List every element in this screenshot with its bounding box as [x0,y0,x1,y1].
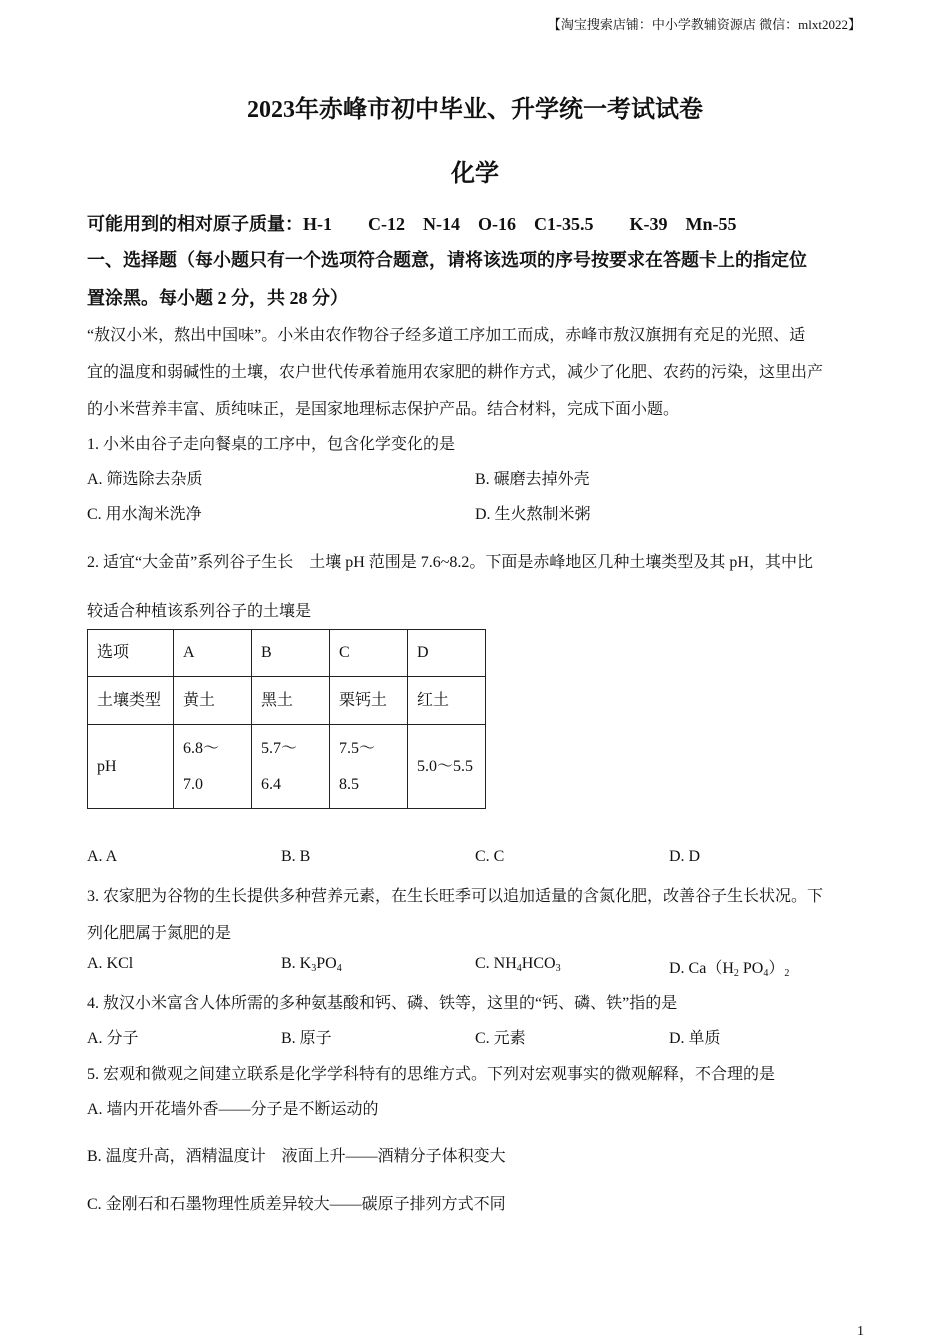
exam-title: 2023年赤峰市初中毕业、升学统一考试试卷 [247,97,703,123]
atomic-masses: 可能用到的相对原子质量：H-1 C-12 N-14 O-16 C1-35.5 K-39 Mn-55 [87,214,737,234]
header-note: 【淘宝搜索店铺：中小学教辅资源店 微信：mlxt2022】 [547,17,861,32]
q5-option-b: B. 温度升高，酒精温度计 液面上升——酒精分子体积变大 [87,1148,506,1165]
q2-stem-line2: 较适合种植该系列谷子的土壤是 [87,603,312,620]
section-heading-line1: 一、选择题（每小题只有一个选项符合题意，请将该选项的序号按要求在答题卡上的指定位 [87,250,807,270]
q3-option-d: D. $Ca(H_2$ $PO_4)_2$ [669,960,790,979]
ph-range-start: 7.5～ [339,739,376,757]
table-cell: 选项 [88,630,174,677]
q4-option-d: D. 单质 [669,1030,721,1047]
table-cell: A [174,630,252,677]
ph-range-start: 5.7～ [261,739,298,757]
q3-stem-line1: 3. 农家肥为谷物的生长提供多种营养元素，在生长旺季可以追加适量的含氮化肥，改善谷子生长状况。下 [87,888,824,905]
table-cell: 黑土 [252,677,330,725]
q1-option-b: B. 碾磨去掉外壳 [475,471,590,488]
q5-option-a: A. 墙内开花墙外香——分子是不断运动的 [87,1101,379,1118]
q4-option-c: C. 元素 [475,1030,526,1047]
table-cell: C [330,630,408,677]
table-cell [174,725,252,809]
q4-option-a: A. 分子 [87,1030,139,1047]
table-cell: D [408,630,486,677]
table-cell [252,725,330,809]
q3-stem-line2: 列化肥属于氮肥的是 [87,925,232,942]
q2-option-b: B. B [281,848,311,865]
q1-option-a: A. 筛选除去杂质 [87,471,203,488]
ph-range-end: 7.0 [183,775,203,793]
ph-range-end: 6.4 [261,775,281,793]
q4-option-b: B. 原子 [281,1030,332,1047]
subject-title: 化学 [451,161,499,187]
q3-option-a: A. KCl [87,955,134,972]
table-row [88,725,486,809]
table-cell: 黄土 [174,677,252,725]
table-cell: 土壤类型 [88,677,174,725]
ph-range-end: 8.5 [339,775,359,793]
table-cell: pH [88,725,174,809]
q2-option-c: C. C [475,848,505,865]
q1-option-c: C. 用水淘米洗净 [87,506,202,523]
q5-stem: 5. 宏观和微观之间建立联系是化学学科特有的思维方式。下列对宏观事实的微观解释，不合理的是 [87,1066,776,1083]
passage-line-2: 宜的温度和弱碱性的土壤，农户世代传承着施用农家肥的耕作方式，减少了化肥、农药的污染，这里出产 [87,364,824,381]
ph-range-start: 6.8～ [183,739,220,757]
passage-line-3: 的小米营养丰富、质纯味正，是国家地理标志保护产品。结合材料，完成下面小题。 [87,401,680,418]
passage-line-1: “敖汉小米，熬出中国味”。小米由农作物谷子经多道工序加工而成，赤峰市敖汉旗拥有充足的光照、适 [87,327,806,344]
q5-option-c: C. 金刚石和石墨物理性质差异较大——碳原子排列方式不同 [87,1196,506,1213]
table-cell: 5.0～5.5 [408,725,486,809]
q3-option-b: B. $K_3PO_4$ [281,955,342,974]
soil-ph-table [87,629,486,809]
q2-stem-line1: 2. 适宜“大金苗”系列谷子生长 土壤 pH 范围是 7.6~8.2。下面是赤峰地区几种土壤类型及其 pH，其中比 [87,554,813,571]
q2-option-d: D. D [669,848,701,865]
q1-option-d: D. 生火熬制米粥 [475,506,591,523]
q2-option-a: A. A [87,848,118,865]
table-cell [330,725,408,809]
q4-stem: 4. 敖汉小米富含人体所需的多种氨基酸和钙、磷、铁等，这里的“钙、磷、铁”指的是 [87,995,678,1012]
q3-option-c: C. $NH_4HCO_3$ [475,955,561,974]
table-cell: 栗钙土 [330,677,408,725]
q1-stem: 1. 小米由谷子走向餐桌的工序中，包含化学变化的是 [87,436,456,453]
table-row [88,677,486,725]
section-heading-line2: 置涂黑。每小题 2 分，共 28 分） [87,288,348,308]
table-cell: B [252,630,330,677]
page-number: 1 [857,1324,864,1339]
table-row [88,630,486,677]
table-cell: 红土 [408,677,486,725]
